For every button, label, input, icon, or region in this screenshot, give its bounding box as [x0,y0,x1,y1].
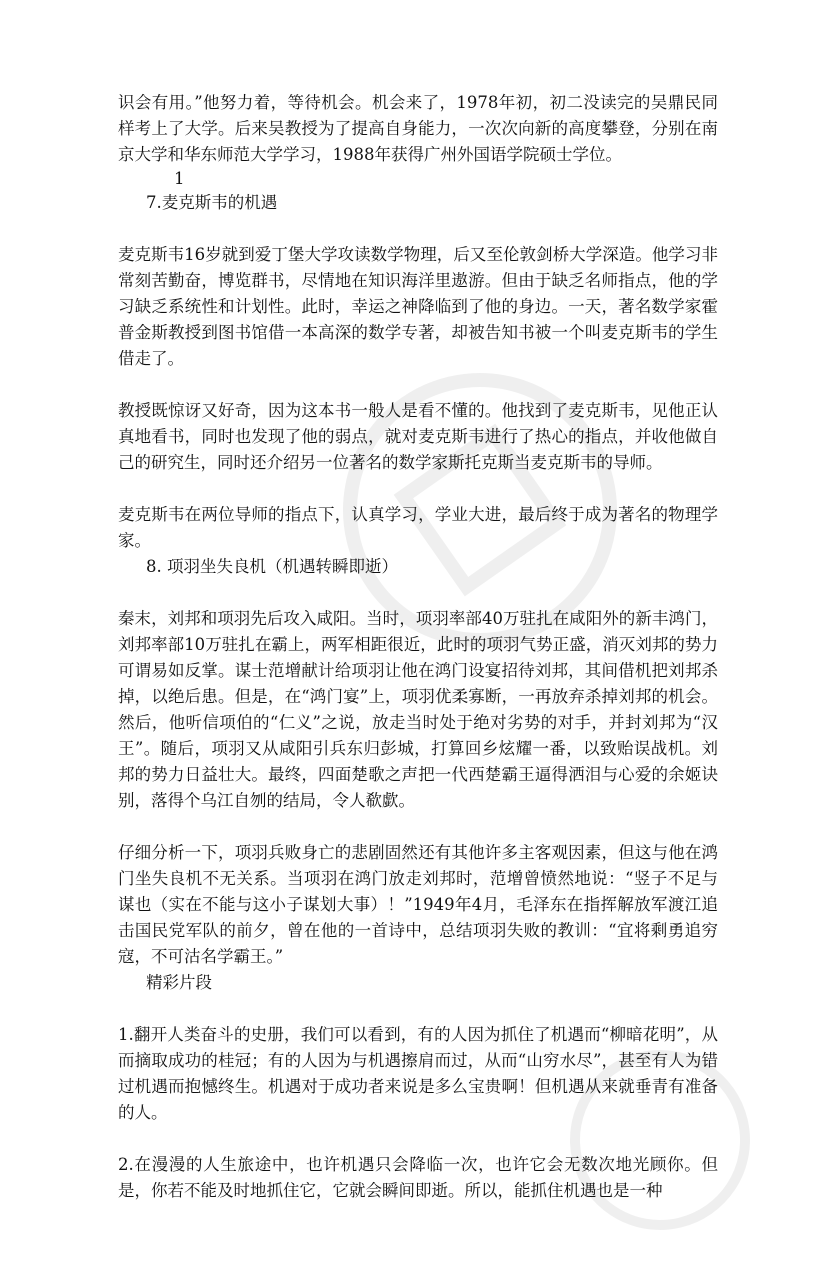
heading-maxwell: 7.麦克斯韦的机遇 [146,193,278,212]
paragraph-xiangyu-1: 秦末，刘邦和项羽先后攻入咸阳。当时，项羽率部40万驻扎在咸阳外的新丰鸿门，刘邦率部10万驻扎在霸上，两军相距很近，此时的项羽气势正盛，消灭刘邦的势力可谓易如反掌。谋士范增献计给项羽让他在鸿门设宴招待刘邦，其间借机把刘邦杀掉，以绝后患。但是，在“鸿门宴”上，项羽优柔寡断，一再放弃杀掉刘邦的机会。然后，他听信项伯的“仁义”之说，放走当时处于绝对劣势的对手，并封刘邦为“汉王”。随后，项羽又从咸阳引兵东归彭城，打算回乡炫耀一番，以致贻误战机。刘邦的势力日益壮大。最终，四面楚歌之声把一代西楚霸王逼得洒泪与心爱的余姬诀别，落得个乌江自刎的结局，令人欷歔。 [118,609,718,810]
page-number: 1 [174,169,185,188]
paragraph-intro: 识会有用。”他努力着，等待机会。机会来了，1978年初，初二没读完的吴鼎民同样考上了大学。后来吴教授为了提高自身能力，一次次向新的高度攀登，分别在南京大学和华东师范大学学习，1988年获得广州外国语学院硕士学位。 [118,93,718,164]
paragraph-maxwell-2: 教授既惊讶又好奇，因为这本书一般人是看不懂的。他找到了麦克斯韦，见他正认真地看书，同时也发现了他的弱点，就对麦克斯韦进行了热心的指点，并收他做自己的研究生，同时还介绍另一位著名的数学家斯托克斯当麦克斯韦的导师。 [118,401,718,472]
paragraph-excerpt-2: 2.在漫漫的人生旅途中，也许机遇只会降临一次，也许它会无数次地光顾你。但是，你若不能及时地抓住它，它就会瞬间即逝。所以，能抓住机遇也是一种 [118,1155,718,1200]
heading-excerpts: 精彩片段 [146,973,212,992]
heading-xiangyu: 8. 项羽坐失良机（机遇转瞬即逝） [146,557,398,576]
paragraph-maxwell-3: 麦克斯韦在两位导师的指点下，认真学习，学业大进，最后终于成为著名的物理学家。 [118,505,718,550]
paragraph-maxwell-1: 麦克斯韦16岁就到爱丁堡大学攻读数学物理，后又至伦敦剑桥大学深造。他学习非常刻苦勤奋，博览群书，尽情地在知识海洋里遨游。但由于缺乏名师指点，他的学习缺乏系统性和计划性。此时，幸运之神降临到了他的身边。一天，著名数学家霍普金斯教授到图书馆借一本高深的数学专著，却被告知书被一个叫麦克斯韦的学生借走了。 [118,245,718,368]
document-page [118,90,718,1204]
paragraph-excerpt-1: 1.翻开人类奋斗的史册，我们可以看到，有的人因为抓住了机遇而“柳暗花明”，从而摘取成功的桂冠；有的人因为与机遇擦肩而过，从而“山穷水尽”，甚至有人为错过机遇而抱憾终生。机遇对于成功者来说是多么宝贵啊！但机遇从来就垂青有准备的人。 [118,1025,718,1122]
paragraph-xiangyu-2: 仔细分析一下，项羽兵败身亡的悲剧固然还有其他许多主客观因素，但这与他在鸿门坐失良机不无关系。当项羽在鸿门放走刘邦时，范增曾愤然地说：“竖子不足与谋也（实在不能与这小子谋划大事）！”1949年4月，毛泽东在指挥解放军渡江追击国民党军队的前夕，曾在他的一首诗中，总结项羽失败的教训：“宜将剩勇追穷寇，不可沽名学霸王。” [118,843,718,966]
